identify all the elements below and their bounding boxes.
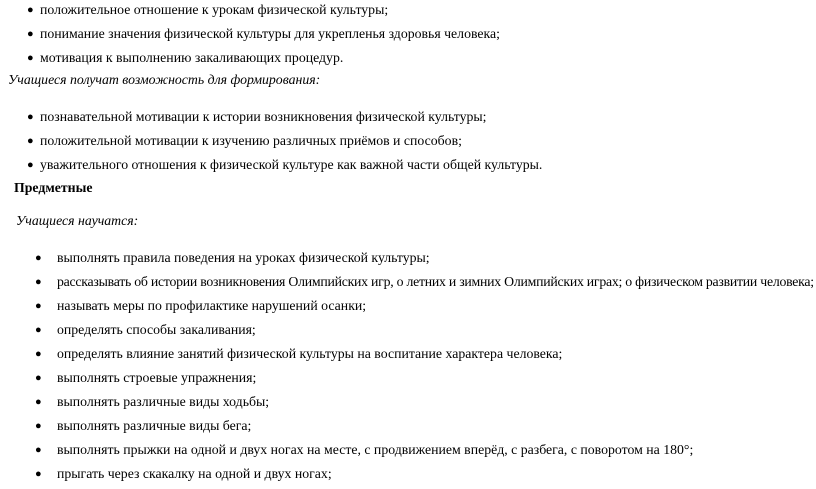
list-item: положительной мотивации к изучению различных приёмов и способов; — [40, 133, 462, 148]
list-item: выполнять различные виды бега; — [57, 418, 252, 433]
list-item: определять способы закаливания; — [57, 322, 256, 337]
list-item: уважительного отношения к физической культуре как важной части общей культуры. — [40, 157, 543, 172]
bullet-icon: ● — [35, 396, 42, 408]
list-item: прыгать через скакалку на одной и двух ногах; — [57, 466, 332, 481]
section-heading: Предметные — [14, 180, 93, 195]
bullet-icon: ● — [35, 420, 42, 432]
bullet-icon: ● — [35, 300, 42, 312]
list-item: познавательной мотивации к истории возникновения физической культуры; — [40, 109, 487, 124]
bullet-icon: ● — [35, 444, 42, 456]
bullet-icon: ● — [27, 135, 34, 147]
bullet-icon: ● — [27, 52, 34, 64]
bullet-icon: ● — [35, 324, 42, 336]
list-item: понимание значения физической культуры для укрепленья здоровья человека; — [40, 26, 500, 41]
bullet-icon: ● — [35, 276, 42, 288]
bullet-icon: ● — [35, 468, 42, 480]
bullet-icon: ● — [27, 4, 34, 16]
list-item: называть меры по профилактике нарушений осанки; — [57, 298, 367, 313]
list-item: выполнять прыжки на одной и двух ногах на месте, с продвижением вперёд, с разбега, с поворотом на 180°; — [57, 442, 694, 457]
bullet-icon: ● — [27, 159, 34, 171]
list-item: положительное отношение к урокам физической культуры; — [40, 2, 389, 17]
bullet-icon: ● — [35, 252, 42, 264]
learn-heading: Учащиеся научатся: — [16, 213, 139, 228]
list-item: выполнять правила поведения на уроках физической культуры; — [57, 250, 430, 265]
list-item: мотивация к выполнению закаливающих процедур. — [40, 50, 344, 65]
list-item: определять влияние занятий физической культуры на воспитание характера человека; — [57, 346, 563, 361]
list-item: выполнять строевые упражнения; — [57, 370, 257, 385]
bullet-icon: ● — [35, 348, 42, 360]
opportunity-heading: Учащиеся получат возможность для формирования: — [8, 72, 321, 87]
bullet-icon: ● — [35, 372, 42, 384]
bullet-icon: ● — [27, 111, 34, 123]
list-item: рассказывать об истории возникновения Олимпийских игр, о летних и зимних Олимпийских играх; о физическом развитии человека; — [57, 274, 814, 289]
list-item: выполнять различные виды ходьбы; — [57, 394, 270, 409]
bullet-icon: ● — [27, 28, 34, 40]
